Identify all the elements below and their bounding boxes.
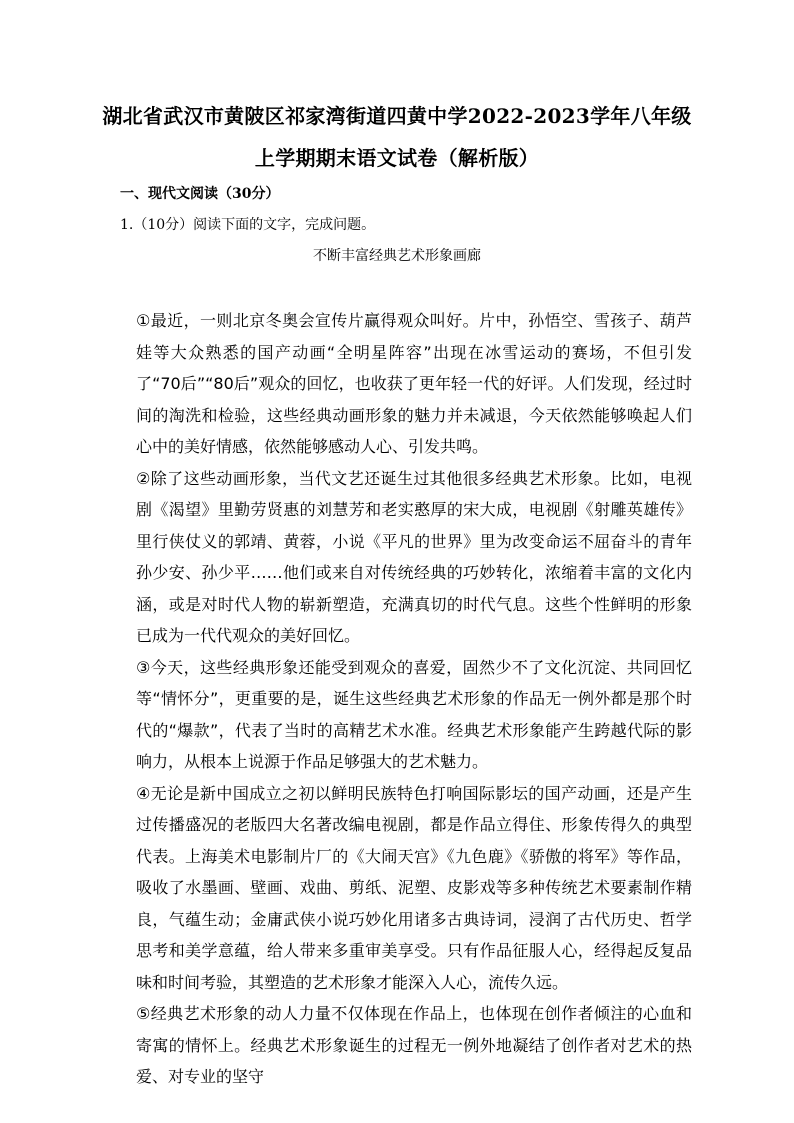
section-heading: 一、现代文阅读（30分）	[120, 186, 280, 202]
question-prompt: 1.（10分）阅读下面的文字，完成问题。	[120, 217, 376, 233]
paragraph-1: ①最近，一则北京冬奥会宣传片赢得观众叫好。片中，孙悟空、雪孩子、葫芦娃等大众熟悉的国产动画“全明星阵容”出现在冰雪运动的赛场，不但引发了“70后”“80后”观众的回忆，也收获了更年轻一代的好评。人们发现，经过时间的淘洗和检验，这些经典动画形象的魅力并未减退，今天依然能够唤起人们心中的美好情感，依然能够感动人心、引发共鸣。	[136, 311, 692, 456]
document-title-line-2: 上学期期末语文试卷（解析版）	[254, 146, 540, 170]
document-title-line-1: 湖北省武汉市黄陂区祁家湾街道四黄中学2022-2023学年八年级	[102, 104, 692, 128]
paragraph-5: ⑤经典艺术形象的动人力量不仅体现在作品上，也体现在创作者倾注的心血和寄寓的情怀上。经典艺术形象诞生的过程无一例外地凝结了创作者对艺术的热爱、对专业的坚守	[136, 1004, 692, 1086]
article-body	[136, 305, 692, 1093]
paragraph-4: ④无论是新中国成立之初以鲜明民族特色打响国际影坛的国产动画，还是产生过传播盛况的老版四大名著改编电视剧，都是作品立得住、形象传得久的典型代表。上海美术电影制片厂的《大闹天宫》《九色鹿》《骄傲的将军》等作品，吸收了水墨画、壁画、戏曲、剪纸、泥塑、皮影戏等多种传统艺术要素制作精良，气蕴生动；金庸武侠小说巧妙化用诸多古典诗词，浸润了古代历史、哲学思考和美学意蕴，给人带来多重审美享受。只有作品征服人心，经得起反复品味和时间考验，其塑造的艺术形象才能深入人心，流传久远。	[136, 783, 692, 992]
paragraph-2: ②除了这些动画形象，当代文艺还诞生过其他很多经典艺术形象。比如，电视剧《渴望》里勤劳贤惠的刘慧芳和老实憨厚的宋大成，电视剧《射雕英雄传》里行侠仗义的郭靖、黄蓉，小说《平凡的世界》里为改变命运不屈奋斗的青年孙少安、孙少平……他们或来自对传统经典的巧妙转化，浓缩着丰富的文化内涵，或是对时代人物的崭新塑造，充满真切的时代气息。这些个性鲜明的形象已成为一代代观众的美好回忆。	[136, 468, 692, 645]
article-title: 不断丰富经典艺术形象画廊	[313, 248, 481, 264]
paragraph-3: ③今天，这些经典形象还能受到观众的喜爱，固然少不了文化沉淀、共同回忆等“情怀分”，更重要的是，诞生这些经典艺术形象的作品无一例外都是那个时代的“爆款”，代表了当时的高精艺术水准。经典艺术形象能产生跨越代际的影响力，从根本上说源于作品足够强大的艺术魅力。	[136, 657, 692, 771]
